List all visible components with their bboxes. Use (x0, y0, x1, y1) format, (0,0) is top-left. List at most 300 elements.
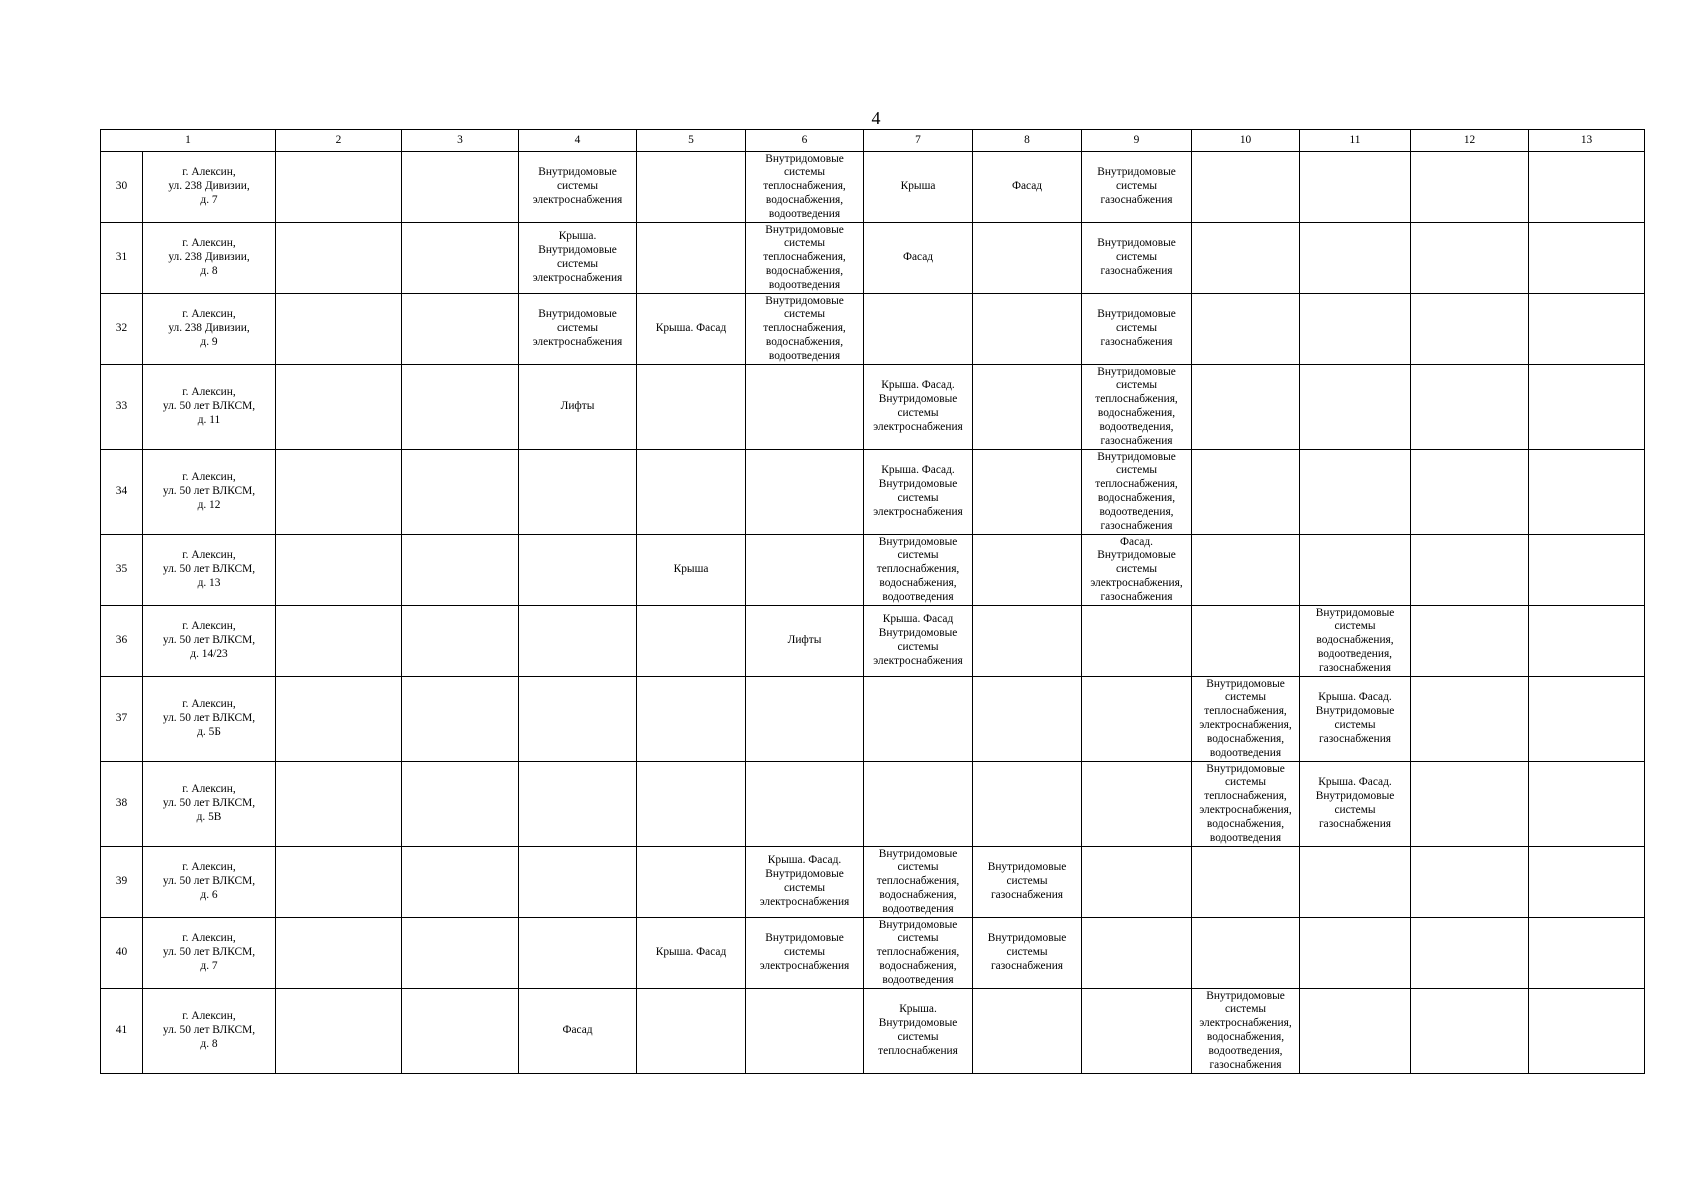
column-header-7: 7 (864, 130, 973, 152)
address-line: д. 5Б (197, 725, 221, 738)
work-cell-col-13 (1529, 294, 1645, 365)
work-cell-col-6 (746, 223, 864, 294)
work-cell-col-12 (1411, 535, 1529, 606)
work-type-line: системы (897, 1031, 939, 1043)
work-cell-col-3 (402, 677, 519, 762)
work-type-line: теплоснабжения, (876, 563, 960, 576)
work-type-line: электроснабжения (759, 959, 850, 972)
work-type-line: Внутридомовые (538, 308, 617, 321)
work-type-line: Крыша. Фасад (882, 613, 954, 626)
work-type-line: теплоснабжения, (1204, 790, 1287, 803)
work-cell-col-10 (1192, 918, 1300, 989)
column-header-4: 4 (519, 130, 637, 152)
work-cell-col-11 (1300, 606, 1411, 677)
address-line: д. 5В (196, 810, 222, 823)
work-cell-col-13 (1529, 677, 1645, 762)
work-cell-col-8 (973, 152, 1082, 223)
work-type-line: водоснабжения, (879, 959, 957, 972)
work-type-line: водоснабжения, (1097, 492, 1176, 504)
work-type-line: Внутридомовые (538, 166, 617, 179)
work-type-line: газоснабжения (990, 959, 1064, 972)
address-line: г. Алексин, (182, 698, 236, 711)
address-cell (143, 365, 276, 450)
work-cell-col-3 (402, 152, 519, 223)
table-row (101, 989, 1645, 1074)
address-line: г. Алексин, (182, 932, 236, 945)
work-cell-col-3 (402, 762, 519, 847)
work-cell-col-12 (1411, 606, 1529, 677)
address-line: д. 7 (200, 959, 218, 972)
work-cell-col-5 (637, 450, 746, 535)
column-header-11: 11 (1300, 130, 1411, 152)
row-number: 31 (101, 223, 143, 294)
row-number: 32 (101, 294, 143, 365)
work-type-line: Внутридомовые (765, 868, 844, 881)
work-cell-col-12 (1411, 918, 1529, 989)
work-type-line: газоснабжения (990, 888, 1064, 901)
work-type-line: Внутридомовые (987, 932, 1067, 945)
table-row (101, 450, 1645, 535)
column-header-12: 12 (1411, 130, 1529, 152)
address-line: ул. 50 лет ВЛКСМ, (162, 712, 256, 725)
work-type-line: водоотведения (882, 590, 954, 603)
work-type-line: электроснабжения, (1090, 576, 1183, 589)
work-cell-col-5 (637, 847, 746, 918)
table-row (101, 847, 1645, 918)
work-type-line: системы (897, 407, 939, 419)
work-type-line: системы (1115, 563, 1158, 576)
work-cell-col-8 (973, 989, 1082, 1074)
address-line: д. 9 (200, 335, 218, 348)
work-cell-col-7 (864, 677, 973, 762)
work-type-line: Крыша. Фасад. (767, 854, 842, 867)
work-cell-col-11 (1300, 847, 1411, 918)
work-type-line: водоотведения, (1318, 647, 1393, 660)
work-cell-col-8 (973, 762, 1082, 847)
row-number: 37 (101, 677, 143, 762)
address-line: г. Алексин, (182, 166, 236, 179)
work-cell-col-10 (1192, 365, 1300, 450)
work-type-line: теплоснабжения, (876, 875, 960, 888)
work-type-line: электроснабжения (759, 895, 850, 908)
column-header-1: 1 (101, 130, 276, 152)
address-line: д. 11 (197, 413, 221, 426)
work-type-line: газоснабжения (1318, 817, 1392, 830)
work-cell-col-2 (276, 677, 402, 762)
work-type-line: водоотведения (1209, 746, 1282, 759)
work-type-line: Внутридомовые (878, 393, 958, 406)
work-type-line: Внутридомовые (1315, 790, 1395, 803)
work-cell-col-2 (276, 535, 402, 606)
address-cell (143, 762, 276, 847)
work-cell-col-9 (1082, 152, 1192, 223)
work-cell-col-4 (519, 677, 637, 762)
work-type-line: системы (783, 166, 826, 179)
table-row (101, 606, 1645, 677)
work-cell-col-6 (746, 989, 864, 1074)
work-type-line: системы (897, 932, 939, 945)
page-number: 4 (871, 108, 881, 128)
work-type-line: Внутридомовые (878, 535, 958, 548)
work-type-line: теплоснабжения, (1095, 478, 1178, 491)
work-cell-col-3 (402, 847, 519, 918)
work-cell-col-5 (637, 223, 746, 294)
table-row (101, 152, 1645, 223)
address-line: г. Алексин, (182, 783, 236, 796)
work-type-line: водоотведения (768, 207, 841, 220)
work-cell-col-10 (1192, 152, 1300, 223)
address-cell (143, 918, 276, 989)
work-cell-col-13 (1529, 989, 1645, 1074)
work-cell-col-4 (519, 535, 637, 606)
work-cell-col-12 (1411, 365, 1529, 450)
work-cell-col-3 (402, 294, 519, 365)
work-cell-col-8 (973, 606, 1082, 677)
work-cell-col-4 (519, 918, 637, 989)
work-cell-col-6 (746, 365, 864, 450)
work-type-line: Лифты (560, 400, 595, 413)
work-type-line: водоснабжения, (1316, 634, 1394, 647)
work-type-line: газоснабжения (1209, 1058, 1282, 1071)
work-type-line: водоснабжения, (765, 193, 844, 206)
work-type-line: Внутридомовые (1206, 762, 1285, 775)
work-type-line: газоснабжения (1318, 661, 1392, 674)
work-cell-col-5 (637, 606, 746, 677)
address-line: ул. 50 лет ВЛКСМ, (162, 1024, 256, 1037)
work-type-line: Внутридомовые (1206, 989, 1285, 1002)
work-type-line: системы (1115, 464, 1158, 477)
address-cell (143, 152, 276, 223)
work-type-line: системы (1334, 620, 1376, 633)
work-type-line: водоотведения (768, 349, 841, 362)
work-type-line: Внутридомовые (538, 244, 617, 257)
work-cell-col-2 (276, 294, 402, 365)
work-cell-col-10 (1192, 989, 1300, 1074)
address-line: д. 8 (200, 264, 218, 277)
work-type-line: водоснабжения, (1206, 1031, 1285, 1043)
work-cell-col-11 (1300, 677, 1411, 762)
work-cell-col-9 (1082, 918, 1192, 989)
work-cell-col-3 (402, 223, 519, 294)
work-type-line: Внутридомовые (878, 478, 958, 491)
work-cell-col-10 (1192, 294, 1300, 365)
work-type-line: электроснабжения, (1199, 719, 1292, 731)
work-type-line: газоснабжения (1100, 519, 1173, 532)
work-type-line: теплоснабжения, (763, 322, 846, 335)
work-type-line: водоотведения (1209, 831, 1282, 844)
work-type-line: Крыша. Фасад. (881, 379, 955, 392)
work-type-line: Внутридомовые (765, 932, 844, 945)
work-type-line: Внутридомовые (878, 1017, 958, 1030)
address-line: д. 8 (200, 1037, 218, 1050)
work-cell-col-2 (276, 223, 402, 294)
work-cell-col-11 (1300, 450, 1411, 535)
address-cell (143, 294, 276, 365)
column-header-13: 13 (1529, 130, 1645, 152)
work-type-line: Крыша (673, 563, 709, 576)
work-type-line: электроснабжения (873, 505, 963, 518)
work-cell-col-9 (1082, 535, 1192, 606)
work-type-line: системы (556, 258, 599, 270)
work-cell-col-8 (973, 677, 1082, 762)
work-cell-col-7 (864, 365, 973, 450)
work-cell-col-12 (1411, 677, 1529, 762)
work-cell-col-4 (519, 989, 637, 1074)
work-cell-col-2 (276, 450, 402, 535)
work-type-line: Фасад (1011, 180, 1043, 193)
address-line: д. 6 (200, 888, 218, 901)
work-type-line: Крыша. Фасад (655, 946, 727, 959)
work-cell-col-9 (1082, 294, 1192, 365)
work-type-line: Внутридомовые (1097, 450, 1176, 463)
work-cell-col-7 (864, 294, 973, 365)
work-cell-col-9 (1082, 677, 1192, 762)
column-header-5: 5 (637, 130, 746, 152)
table-row (101, 365, 1645, 450)
work-type-line: водоснабжения, (1206, 817, 1285, 830)
work-type-line: Крыша. Фасад (655, 322, 727, 335)
work-cell-col-13 (1529, 365, 1645, 450)
column-header-6: 6 (746, 130, 864, 152)
work-type-line: теплоснабжения, (1204, 705, 1287, 718)
work-type-line: водоснабжения, (1097, 407, 1176, 419)
work-type-line: Крыша (900, 180, 936, 193)
work-type-line: Фасад (562, 1024, 593, 1037)
table-row (101, 294, 1645, 365)
work-cell-col-7 (864, 762, 973, 847)
work-type-line: системы (897, 549, 939, 562)
address-cell (143, 450, 276, 535)
work-type-line: Крыша. Фасад. (1318, 691, 1392, 704)
work-cell-col-6 (746, 152, 864, 223)
work-cell-col-10 (1192, 535, 1300, 606)
work-cell-col-4 (519, 223, 637, 294)
work-cell-col-5 (637, 677, 746, 762)
work-cell-col-3 (402, 606, 519, 677)
work-type-line: Внутридомовые (1097, 237, 1176, 250)
work-cell-col-12 (1411, 450, 1529, 535)
work-cell-col-5 (637, 535, 746, 606)
work-type-line: системы (1115, 180, 1158, 193)
work-cell-col-8 (973, 847, 1082, 918)
work-cell-col-12 (1411, 294, 1529, 365)
work-cell-col-11 (1300, 989, 1411, 1074)
work-type-line: газоснабжения (1100, 434, 1173, 447)
work-type-line: электроснабжения, (1199, 804, 1292, 816)
work-type-line: Крыша. Фасад. (881, 464, 955, 477)
work-type-line: теплоснабжения (878, 1044, 958, 1057)
repair-schedule-table (100, 129, 1645, 1074)
work-type-line: газоснабжения (1318, 732, 1392, 745)
work-type-line: системы (783, 237, 826, 250)
work-type-line: Внутридомовые (1315, 606, 1395, 619)
row-number: 36 (101, 606, 143, 677)
work-cell-col-8 (973, 450, 1082, 535)
work-cell-col-5 (637, 918, 746, 989)
work-cell-col-7 (864, 918, 973, 989)
table-row (101, 223, 1645, 294)
address-line: г. Алексин, (182, 620, 236, 633)
work-cell-col-9 (1082, 606, 1192, 677)
work-type-line: водоотведения, (1208, 1044, 1283, 1057)
work-cell-col-7 (864, 606, 973, 677)
work-cell-col-12 (1411, 847, 1529, 918)
work-cell-col-9 (1082, 365, 1192, 450)
work-cell-col-2 (276, 152, 402, 223)
address-cell (143, 989, 276, 1074)
work-cell-col-10 (1192, 847, 1300, 918)
address-line: ул. 50 лет ВЛКСМ, (162, 400, 256, 413)
work-cell-col-12 (1411, 762, 1529, 847)
address-line: ул. 50 лет ВЛКСМ, (162, 797, 256, 810)
work-type-line: электроснабжения (532, 193, 623, 206)
work-cell-col-5 (637, 762, 746, 847)
work-cell-col-11 (1300, 762, 1411, 847)
work-cell-col-9 (1082, 847, 1192, 918)
column-header-9: 9 (1082, 130, 1192, 152)
work-type-line: системы (1224, 1003, 1267, 1016)
address-line: ул. 238 Дивизии, (168, 180, 250, 193)
work-cell-col-5 (637, 152, 746, 223)
work-cell-col-7 (864, 847, 973, 918)
work-type-line: системы (1006, 946, 1048, 959)
work-type-line: системы (1115, 251, 1158, 264)
address-line: ул. 238 Дивизии, (168, 251, 250, 264)
address-cell (143, 606, 276, 677)
work-cell-col-2 (276, 365, 402, 450)
address-line: ул. 50 лет ВЛКСМ, (162, 485, 256, 498)
address-line: г. Алексин, (182, 308, 236, 321)
work-cell-col-6 (746, 535, 864, 606)
work-type-line: электроснабжения (532, 271, 623, 284)
work-cell-col-13 (1529, 847, 1645, 918)
header-row (101, 130, 1645, 152)
work-cell-col-3 (402, 989, 519, 1074)
address-line: ул. 50 лет ВЛКСМ, (162, 634, 256, 647)
work-cell-col-6 (746, 677, 864, 762)
work-type-line: Внутридомовые (987, 861, 1067, 874)
work-type-line: системы (1224, 691, 1267, 704)
work-cell-col-2 (276, 762, 402, 847)
work-cell-col-12 (1411, 223, 1529, 294)
work-type-line: электроснабжения, (1199, 1017, 1292, 1030)
address-line: д. 12 (197, 498, 221, 511)
work-cell-col-7 (864, 535, 973, 606)
work-cell-col-11 (1300, 535, 1411, 606)
work-type-line: электроснабжения (873, 420, 963, 433)
row-number: 41 (101, 989, 143, 1074)
work-type-line: системы (556, 322, 599, 335)
column-header-8: 8 (973, 130, 1082, 152)
table-row (101, 762, 1645, 847)
work-cell-col-8 (973, 223, 1082, 294)
work-cell-col-9 (1082, 989, 1192, 1074)
work-cell-col-4 (519, 606, 637, 677)
work-cell-col-13 (1529, 223, 1645, 294)
address-cell (143, 847, 276, 918)
work-type-line: Крыша. (558, 230, 597, 243)
work-cell-col-5 (637, 989, 746, 1074)
work-cell-col-3 (402, 450, 519, 535)
address-line: г. Алексин, (182, 237, 236, 250)
work-cell-col-4 (519, 762, 637, 847)
work-cell-col-12 (1411, 152, 1529, 223)
work-type-line: водоснабжения, (1206, 732, 1285, 745)
work-cell-col-13 (1529, 762, 1645, 847)
address-line: ул. 50 лет ВЛКСМ, (162, 563, 256, 576)
work-cell-col-5 (637, 294, 746, 365)
address-line: г. Алексин, (182, 386, 236, 399)
work-type-line: Внутридомовые (1097, 166, 1176, 179)
work-type-line: системы (897, 492, 939, 504)
work-cell-col-9 (1082, 223, 1192, 294)
work-type-line: Внутридомовые (765, 294, 844, 307)
address-line: д. 13 (197, 576, 221, 589)
work-type-line: Внутридомовые (1315, 705, 1395, 718)
work-cell-col-13 (1529, 918, 1645, 989)
work-type-line: теплоснабжения, (763, 251, 846, 264)
work-cell-col-6 (746, 762, 864, 847)
work-cell-col-11 (1300, 294, 1411, 365)
row-number: 30 (101, 152, 143, 223)
work-type-line: системы (783, 882, 826, 894)
work-cell-col-13 (1529, 535, 1645, 606)
address-line: г. Алексин, (182, 471, 236, 484)
row-number: 33 (101, 365, 143, 450)
work-type-line: электроснабжения (532, 335, 623, 348)
work-cell-col-11 (1300, 152, 1411, 223)
work-type-line: водоотведения (882, 973, 954, 986)
address-line: д. 7 (200, 193, 218, 206)
work-cell-col-11 (1300, 918, 1411, 989)
work-cell-col-6 (746, 918, 864, 989)
address-line: г. Алексин, (182, 1010, 236, 1023)
work-cell-col-10 (1192, 677, 1300, 762)
work-type-line: водоснабжения, (765, 264, 844, 277)
work-cell-col-8 (973, 365, 1082, 450)
work-cell-col-4 (519, 152, 637, 223)
work-cell-col-9 (1082, 762, 1192, 847)
address-line: д. 14/23 (190, 647, 228, 660)
work-type-line: водоотведения (882, 902, 954, 915)
work-type-line: водоотведения, (1099, 420, 1174, 433)
work-type-line: системы (783, 946, 826, 959)
work-type-line: газоснабжения (1100, 264, 1173, 277)
work-cell-col-2 (276, 989, 402, 1074)
work-cell-col-13 (1529, 152, 1645, 223)
table-row (101, 677, 1645, 762)
row-number: 39 (101, 847, 143, 918)
work-type-line: водоотведения, (1099, 505, 1174, 518)
work-type-line: Внутридомовые (878, 847, 958, 860)
work-type-line: теплоснабжения, (1095, 393, 1178, 406)
row-number: 38 (101, 762, 143, 847)
work-type-line: водоотведения (768, 278, 841, 291)
work-cell-col-2 (276, 847, 402, 918)
work-type-line: Внутридомовые (1097, 308, 1176, 321)
work-type-line: системы (783, 308, 826, 321)
work-cell-col-3 (402, 918, 519, 989)
work-cell-col-9 (1082, 450, 1192, 535)
work-type-line: водоснабжения, (879, 888, 957, 901)
work-cell-col-11 (1300, 223, 1411, 294)
work-type-line: Внутридомовые (1097, 549, 1176, 562)
work-type-line: Крыша. (899, 1003, 937, 1016)
work-type-line: Внутридомовые (878, 918, 958, 931)
work-cell-col-6 (746, 450, 864, 535)
work-type-line: газоснабжения (1100, 335, 1173, 348)
work-cell-col-4 (519, 294, 637, 365)
